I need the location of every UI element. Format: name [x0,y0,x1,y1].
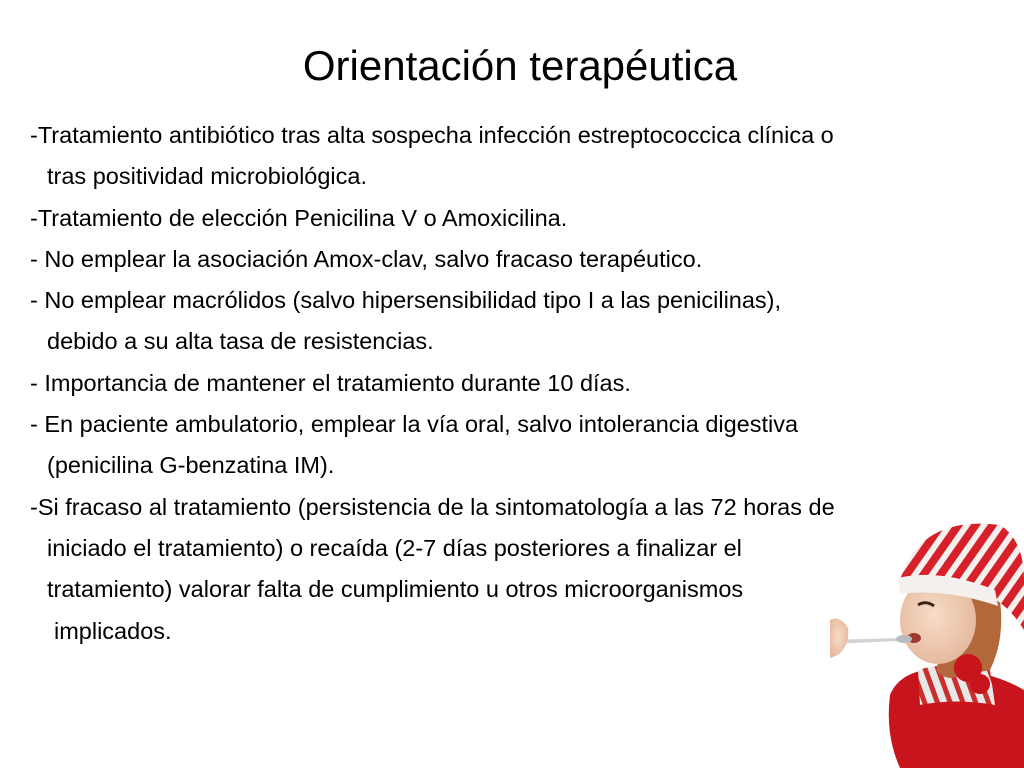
body-line: -Tratamiento de elección Penicilina V o Amoxicilina. [30,204,568,231]
body-line: tras positividad microbiológica. [47,163,368,190]
child-spoon-illustration [830,520,1024,768]
body-line: iniciado el tratamiento) o recaída (2-7 días posteriores a finalizar el [47,534,742,561]
body-line: - Importancia de mantener el tratamiento durante 10 días. [30,369,631,396]
body-line: - En paciente ambulatorio, emplear la vía oral, salvo intolerancia digestiva [30,411,799,438]
slide-title: Orientación terapéutica [302,42,738,89]
body-line: - No emplear la asociación Amox-clav, salvo fracaso terapéutico. [30,245,703,272]
body-line: (penicilina G-benzatina IM). [47,452,335,479]
body-line: implicados. [54,617,172,644]
body-line: tratamiento) valorar falta de cumplimiento u otros microorganismos [47,576,744,603]
body-line: -Tratamiento antibiótico tras alta sospecha infección estreptococcica clínica o [30,122,834,148]
body-line: - No emplear macrólidos (salvo hipersensibilidad tipo I a las penicilinas), [30,287,782,314]
body-line: debido a su alta tasa de resistencias. [47,328,434,355]
body-line: -Si fracaso al tratamiento (persistencia de la sintomatología a las 72 horas de [30,493,835,520]
